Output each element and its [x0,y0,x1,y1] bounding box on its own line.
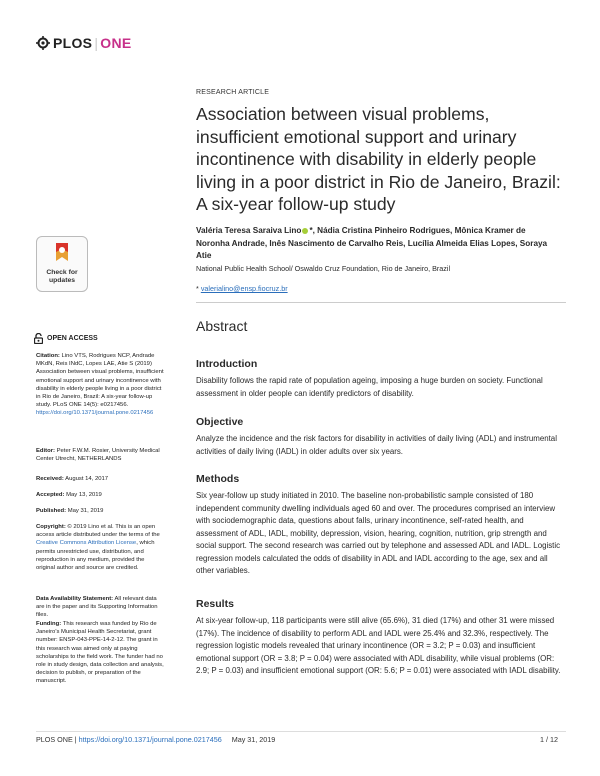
abstract-heading: Abstract [196,318,248,334]
footer-doi-link[interactable]: https://doi.org/10.1371/journal.pone.0217456 [78,735,222,744]
citation-label: Citation: [36,353,60,359]
page-footer [36,735,275,744]
citation-doi-link[interactable]: https://doi.org/10.1371/journal.pone.0217456 [36,410,154,417]
data-availability-label: Data Availability Statement: [36,596,114,602]
open-access [34,333,98,344]
citation-block [36,352,164,418]
editor-label: Editor: [36,448,55,454]
data-availability-text: All relevant data are in the paper and its Supporting Information files. [36,596,158,619]
citation-text: Lino VTS, Rodrigues NCP, Andrade MKdN, Reis INdC, Lopes LAE, Atie S (2019) Association between visual problems, insufficient emotional support and urinary incontinence with disability in elderly people living in a poor district in Rio de Janeiro, Brazil: A six-year follow-up study. PLoS ONE 14(5): e0217456. [36,353,164,409]
funding-text: This research was funded by Rio de Janeiro's Municipal Health Secretariat, grant number: ENSP-043-PPE-14-2-12. The grant in this research was aimed only at paying scholarships to the field work. The funder had no role in study design, data collection and analysis, decision to publish, or preparation of the manuscript. [36,621,164,685]
accepted-text: May 13, 2019 [64,492,102,498]
copyright-text-1: © 2019 Lino et al. This is an open access article distributed under the terms of the [36,524,160,539]
data-availability-block [36,595,164,620]
copyright-text-2: , which permits unrestricted use, distribution, and reproduction in any medium, provided the original author and source are credited. [36,540,155,572]
email-link[interactable]: valerialino@ensp.fiocruz.br [200,284,288,293]
check-for-updates-badge[interactable] [36,236,88,292]
published-text: May 31, 2019 [66,508,104,514]
first-author: Valéria Teresa Saraiva Lino [196,226,302,235]
corresponding-email [196,284,288,293]
accepted-block [36,491,164,499]
bookmark-icon [53,242,71,262]
open-lock-icon [34,333,43,344]
footer-divider [36,731,566,732]
journal-logo [36,35,132,51]
methods-heading: Methods [196,473,240,485]
received-block [36,475,164,483]
check-line2: updates [48,277,76,284]
logo-plos: PLOS [53,35,93,51]
logo-separator: | [94,35,99,51]
editor-block [36,447,164,463]
license-link[interactable]: Creative Commons Attribution License [36,540,137,547]
author-list [196,225,561,263]
logo-one: ONE [100,35,132,51]
objective-text: Analyze the incidence and the risk factors for disability in activities of daily living (ADL) and instrumental activities of daily living (IADL) in older adults over six years. [196,434,557,456]
article-title: Association between visual problems, insufficient emotional support and urinary incontinence with disability in elderly people living in a poor district in Rio de Janeiro, Brazil: A six-year follow-up study [196,104,561,215]
editor-text: Peter F.W.M. Rosier, University Medical Center Utrecht, NETHERLANDS [36,448,160,463]
email-prefix: * [196,284,199,293]
copyright-label: Copyright: [36,524,66,530]
plos-logo-icon [36,36,50,50]
objective-heading: Objective [196,416,244,428]
footer-journal: PLOS ONE [36,735,73,744]
article-type: RESEARCH ARTICLE [196,89,270,96]
footer-separator: | [72,735,79,744]
page-number: 1 / 12 [540,735,558,744]
introduction-heading: Introduction [196,358,258,370]
copyright-block [36,523,164,572]
methods-text: Six year-follow up study initiated in 2010. The baseline non-probabilistic sample consisted of 180 independent community dwelling individuals aged 60 and over. The procedures comprised an interview with sociodemographic data, questions about falls, urinary incontinence, self-rated health, and assessment of ADL, IADL, mobility, depression, vision, hearing, cognition, nutrition, grip strength and social support. The second research was carried out by telephone and assessed ADL and IADL. Logistic regression models calculated the odds of disability in ADL and IADL according to the age, sex and all other variables. [196,491,561,575]
footer-date: May 31, 2019 [231,735,276,744]
accepted-label: Accepted: [36,492,65,498]
orcid-icon[interactable] [302,228,308,234]
published-label: Published: [36,508,67,514]
other-authors: *, Nádia Cristina Pinheiro Rodrigues, Mônica Kramer de Noronha Andrade, Inês Nascimento de Carvalho Reis, Lucília Almeida Elias Lopes, Soraya Atie [196,226,548,261]
introduction-text: Disability follows the rapid rate of population ageing, imposing a huge burden on society. Functional assessment in older people can identify predictors of disability. [196,376,543,398]
open-access-label: OPEN ACCESS [47,335,98,342]
results-heading: Results [196,598,234,610]
funding-block [36,620,164,686]
check-line1: Check for [46,269,78,276]
results-text: At six-year follow-up, 118 participants were still alive (65.6%), 31 died (17%) and other 31 were missed (17%). The incidence of disability to perform ADL and IADL were 25.4% and 32.3%, respectively. The regression logistic models revealed that urinary incontinence (OR = 3.2; P = 0.03) and insufficient emotional support (OR = 3.8; P = 0.04) were associated with ADL disability, while visual problems (OR: 2.9; P = 0.03) and insufficient emotional support (OR: 5.6; P = 0.01) were associated with IADL disability. [196,616,561,675]
funding-label: Funding: [36,621,62,627]
received-label: Received: [36,476,64,482]
received-text: August 14, 2017 [63,476,109,482]
published-block [36,507,164,515]
affiliation: National Public Health School/ Oswaldo Cruz Foundation, Rio de Janeiro, Brazil [196,264,451,273]
header-divider [196,302,566,303]
